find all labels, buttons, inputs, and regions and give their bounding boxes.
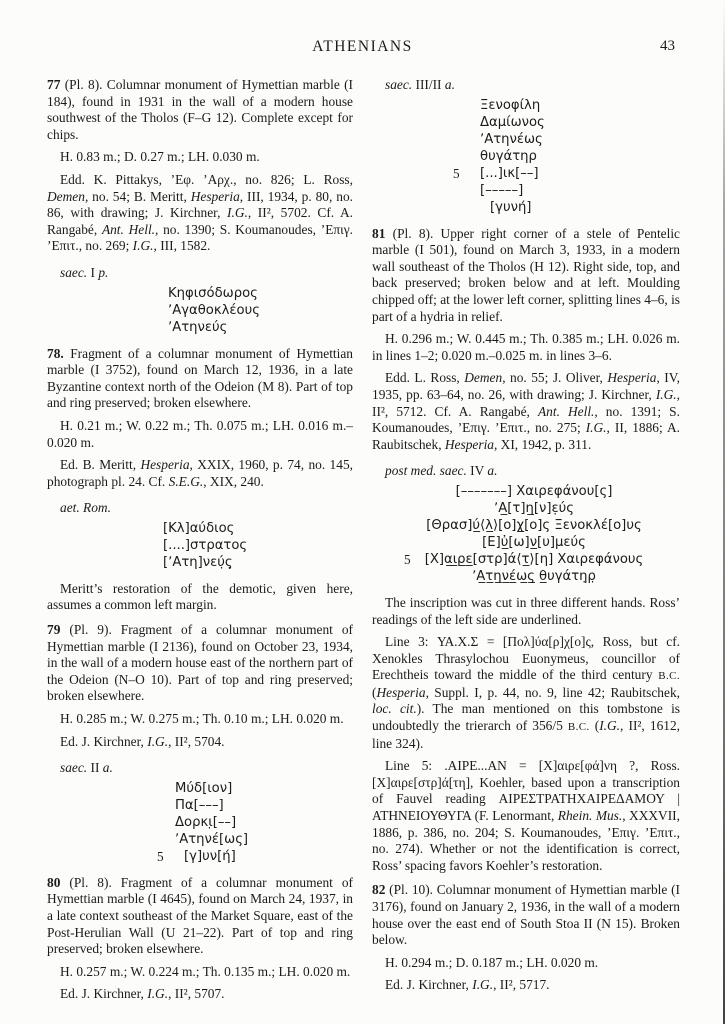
greek-text: [Κλ]αύδιος	[163, 520, 235, 536]
greek-line	[408, 483, 660, 500]
entry-82-measurements: H. 0.294 m.; D. 0.187 m.; LH. 0.020 m.	[385, 954, 599, 970]
greek-text: Ξενοφίλη	[480, 97, 541, 113]
entry-81-line5-note: Line 5: .ΑΙΡΕ...ΑΝ = [Χ]αιρε[φά]νη ?, Ross. [Χ]αιρε[στρ]ά[τη], Koehler, based upon a transcription of Fauvel reading ΑΙΡΕΣΤΡΑΤΗΧΑΙΡΕΔΑΜΟΥ | ΑΤΗΝΕΙΟΥΘΥΓΑ (F. Lenormant, Rhein. Mus., XXXVII, 1886, p. 386, no. 204; S. Koumanoudes, ʼΕπιγ. ʼΕπιτ., no. 274). Whether or not the identification is correct, Ross’ spacing favors Koehler’s restoration.	[372, 758, 680, 873]
greek-line	[480, 182, 680, 199]
greek-text: Δαμίωνος	[480, 114, 545, 130]
greek-line	[408, 534, 660, 551]
greek-line	[408, 500, 660, 517]
greek-text: θυγάτηρ	[480, 148, 537, 164]
entry-81-measurements: H. 0.296 m.; W. 0.445 m.; Th. 0.385 m.; LH. 0.026 m. in lines 1–2; 0.020 m.–0.025 m. in lines 3–6.	[372, 331, 680, 363]
entry-80-inscription	[453, 97, 680, 216]
greek-text: Κηφισόδωρος	[168, 285, 258, 301]
greek-line	[404, 551, 660, 568]
greek-line	[480, 131, 680, 148]
greek-line	[175, 780, 353, 797]
entry-80-date-label: saec. III/II a.	[385, 77, 455, 92]
greek-text: [Θρασ]ύ̲⟨λ̲⟩[ο]χ̲[ο]ς Ξενοκλέ[ο]υς	[426, 517, 642, 533]
greek-text: Δορκι̣[––]	[175, 814, 237, 830]
greek-line	[175, 797, 353, 814]
entry-79-date-label: saec. II a.	[60, 760, 113, 776]
entry-78-commentary: Meritt’s restoration of the demotic, given here, assumes a common left margin.	[47, 580, 353, 613]
greek-text: [–––––––] Χαιρεφάνου[ς]	[455, 483, 613, 499]
entry-82-description: 82 (Pl. 10). Columnar monument of Hymettian marble (I 3176), found on January 2, 1936, in the wall of a modern house over the east end of South Stoa II (N 15). Broken below.	[372, 882, 680, 948]
entry-79-inscription	[157, 780, 353, 865]
greek-line	[168, 285, 353, 302]
greek-line	[480, 114, 680, 131]
greek-text: ʼΑ̲[τ]η̲[ν]ε̣ύς	[494, 500, 574, 516]
greek-line-number: 5	[157, 848, 164, 864]
greek-line-number: 5	[453, 165, 460, 181]
entry-78-measurements: H. 0.21 m.; W. 0.22 m.; Th. 0.075 m.; LH. 0.016 m.–0.020 m.	[47, 417, 353, 450]
entry-78-edition: Ed. B. Meritt, Hesperia, XXIX, 1960, p. 74, no. 145, photograph pl. 24. Cf. S.E.G., XIX, 240.	[47, 457, 353, 489]
greek-text: ʼΑτηνέως	[480, 131, 543, 147]
greek-line	[408, 568, 660, 585]
greek-text: Πα[–––]	[175, 797, 224, 813]
entry-79-edition: Ed. J. Kirchner, I.G., II², 5704.	[60, 733, 225, 749]
greek-text: ʼΑ̲τ̲η̲ν̲έ̲ω̲ς̲ θ̲υγάτη̣ρ̣	[472, 568, 596, 584]
entry-77-date-label: saec. I p.	[60, 264, 109, 280]
entry-81-description: 81 (Pl. 8). Upper right corner of a stele of Pentelic marble (I 501), found on March 3, 1933, in a modern wall southeast of the Tholos (H 12). Right side, top, and back preserved; broken below and at left. Moulding chipped off; at the lower left corner, splitting lines 4–6, is part of a hydria in relief.	[372, 225, 680, 324]
entry-80-measurements: H. 0.257 m.; W. 0.224 m.; Th. 0.135 m.; LH. 0.020 m.	[60, 963, 351, 979]
greek-text: ʼΑτηνέ[ως]	[175, 831, 249, 847]
entry-79-description: 79 (Pl. 9). Fragment of a columnar monument of Hymettian marble (I 2136), found on October 23, 1934, in the wall of a modern house east of the northern part of the Odeion (N–O 10). Part of top and ring preserved; broken elsewhere.	[47, 622, 353, 704]
greek-text: ʼΑτηνεύς	[168, 319, 228, 335]
entry-77-editions: Edd. K. Pittakys, ʼΕφ. ʼΑρχ., no. 826; L. Ross, Demen, no. 54; B. Meritt, Hesperia, III, 1934, p. 80, no. 86, with drawing; J. Kirchner, I.G., II², 5702. Cf. A. Rangabé, Ant. Hell., no. 1390; S. Koumanoudes, ʼΕπιγ. ʼΕπιτ., no. 269; I.G., III, 1582.	[47, 171, 354, 254]
greek-line	[163, 554, 353, 571]
greek-text: [Ε]ὐ̲[ω]ν̲[υ]μεύς	[482, 534, 586, 550]
entry-78-date-label: aet. Rom.	[60, 500, 111, 516]
entry-80-description: 80 (Pl. 8). Fragment of a columnar monument of Hymettian marble (I 4645), found on March 24, 1937, in a late context southeast of the Market Square, east of the Post-Herulian Wall (U 21–22). Part of top and ring preserved; broken elsewhere.	[47, 874, 353, 957]
greek-line	[175, 831, 353, 848]
entry-81-editions: Edd. L. Ross, Demen, no. 55; J. Oliver, Hesperia, IV, 1935, pp. 63–64, no. 26, with drawing; J. Kirchner, I.G., II², 5712. Cf. A. Rangabé, Ant. Hell., no. 1391; S. Koumanoudes, ʼΕπιγ. ʼΕπιτ., no. 275; I.G., II, 1886; A. Raubitschek, Hesperia, XI, 1942, p. 311.	[372, 370, 681, 452]
entry-77-description: 77 (Pl. 8). Columnar monument of Hymettian marble (I 184), found in 1931 in the wall of a modern house southwest of the Tholos (F–G 12). Complete except for chips.	[47, 77, 353, 142]
entry-81-inscription	[404, 483, 660, 585]
greek-text: [γυνή]	[490, 199, 532, 215]
greek-line	[480, 97, 680, 114]
entry-81-line3-note: Line 3: ΥΑ.Χ.Σ = [Πολ]ύα[ρ]χ[ο]ς, Ross, but cf. Xenokles Thrasylochou Euonymeus, councillor of Erechtheis toward the middle of the third century B.C. (Hesperia, Suppl. I, p. 44, no. 9, line 42; Raubitschek, loc. cit.). The man mentioned on this tombstone is undoubtedly the trierarch of 356/5 B.C. (I.G., II², 1612, line 324).	[372, 634, 681, 751]
running-header-title: ATHENIANS	[312, 38, 413, 55]
greek-line-number: 5	[404, 551, 411, 567]
greek-text: [...]ικ[––]	[480, 165, 539, 181]
greek-line	[480, 148, 680, 165]
entry-80-edition: Ed. J. Kirchner, I.G., II², 5707.	[60, 986, 225, 1002]
greek-text: [–––––]	[480, 182, 524, 198]
entry-82-edition: Ed. J. Kirchner, I.G., II², 5717.	[385, 977, 550, 993]
greek-text: ʼΑγαθοκλέους	[168, 302, 260, 318]
greek-line	[490, 199, 680, 216]
entry-78-description: 78. Fragment of a columnar monument of Hymettian marble (I 3752), found on March 12, 1936, in a late Byzantine context north of the Odeion (M 8). Part of top and ring preserved; broken elsewhere.	[47, 345, 353, 411]
greek-line	[163, 537, 353, 554]
entry-81-commentary: The inscription was cut in three different hands. Ross’ readings of the left side are underlined.	[372, 594, 680, 627]
greek-text: Μύδ[ιον]	[175, 780, 233, 796]
greek-text: [....]στρατος	[163, 537, 248, 553]
left-column	[47, 77, 353, 1003]
greek-line	[163, 520, 353, 537]
entry-77-inscription	[168, 285, 353, 336]
greek-line	[408, 517, 660, 534]
page-number: 43	[660, 38, 675, 54]
greek-text: [ʼΑτη]νεύ̣ς̣	[163, 554, 233, 570]
entry-77-measurements: H. 0.83 m.; D. 0.27 m.; LH. 0.030 m.	[60, 149, 260, 165]
greek-line	[168, 302, 353, 319]
greek-text: [Χ]α̲ι̲ρ̲ε̲[στρ]ά⟨τ̲⟩[η] Χαιρεφάνους	[424, 551, 644, 567]
entry-78-inscription	[163, 520, 353, 571]
entry-81-date-label: post med. saec. IV a.	[385, 463, 498, 479]
greek-line	[453, 165, 680, 182]
greek-line	[157, 848, 353, 865]
greek-line	[175, 814, 353, 831]
greek-line	[168, 319, 353, 336]
greek-text: [γ]υν[ή]	[184, 848, 236, 864]
right-column	[372, 77, 680, 994]
entry-79-measurements: H. 0.285 m.; W. 0.275 m.; Th. 0.10 m.; LH. 0.020 m.	[60, 711, 344, 727]
